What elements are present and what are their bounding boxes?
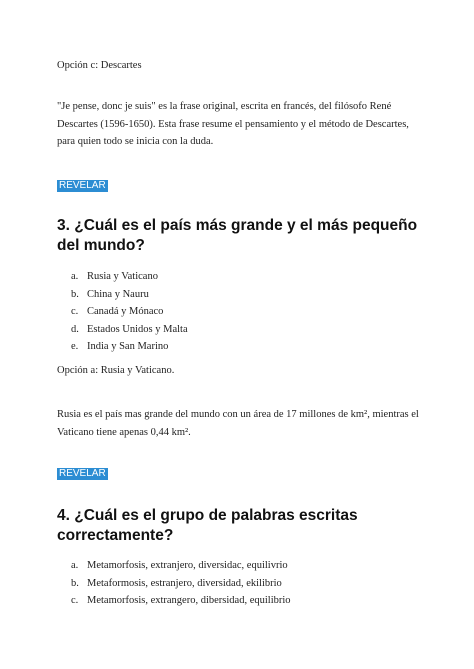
- option-text: India y San Marino: [87, 341, 169, 352]
- option-text: Metamorfosis, extranjero, diversidac, equilivrio: [87, 560, 288, 571]
- option-text: Canadá y Mónaco: [87, 306, 164, 317]
- option-letter: b.: [71, 288, 79, 300]
- reveal-button[interactable]: REVELAR: [59, 468, 106, 479]
- q3-answer: Opción a: Rusia y Vaticano.: [57, 365, 175, 376]
- option-text: Metaformosis, estranjero, diversidad, ekilibrio: [87, 577, 282, 589]
- option-letter: d.: [71, 323, 79, 335]
- option-item: [57, 268, 188, 286]
- option-text: Metamorfosis, extrangero, dibersidad, equilibrio: [87, 595, 291, 606]
- option-letter: b.: [71, 577, 79, 589]
- question-3-options: [57, 268, 188, 356]
- option-item: [57, 286, 188, 304]
- question-3-title: 3. ¿Cuál es el país más grande y el más pequeño del mundo?: [57, 217, 418, 254]
- option-text: Estados Unidos y Malta: [87, 323, 188, 335]
- q2-answer: Opción c: Descartes: [57, 60, 142, 71]
- option-letter: c.: [71, 306, 79, 317]
- option-item: [57, 557, 291, 575]
- option-text: China y Nauru: [87, 288, 149, 300]
- option-letter: c.: [71, 595, 79, 606]
- option-item: [57, 321, 188, 339]
- option-letter: e.: [71, 341, 79, 352]
- option-item: [57, 575, 291, 593]
- option-item: [57, 338, 188, 356]
- option-item: [57, 303, 188, 321]
- option-letter: a.: [71, 271, 79, 282]
- option-text: Rusia y Vaticano: [87, 271, 158, 282]
- question-4-options: [57, 557, 291, 610]
- option-letter: a.: [71, 560, 79, 571]
- reveal-button[interactable]: REVELAR: [59, 180, 106, 191]
- option-item: [57, 592, 291, 610]
- q3-explanation: Rusia es el país mas grande del mundo con un área de 17 millones de km², mientras el Vaticano tiene apenas 0,44 km².: [57, 409, 419, 438]
- question-4-title: 4. ¿Cuál es el grupo de palabras escritas correctamente?: [57, 507, 358, 544]
- q2-explanation: "Je pense, donc je suis" es la frase original, escrita en francés, del filósofo René Descartes (1596-1650). Esta frase resume el pensamiento y el método de Descartes, para quien todo se inicia con la duda.: [57, 101, 409, 147]
